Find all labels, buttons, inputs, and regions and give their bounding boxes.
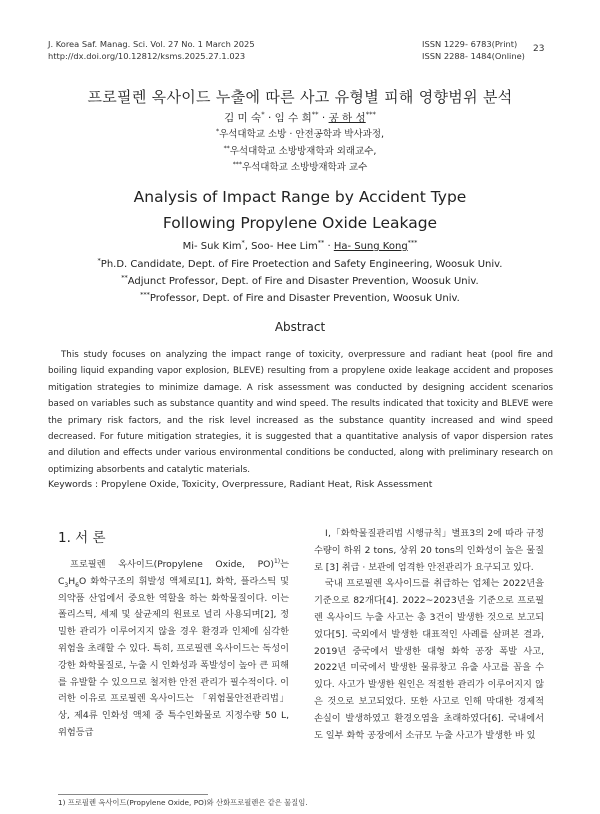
author-1-en: Mi- Suk Kim [182,241,242,252]
body-column-left [58,557,289,742]
korean-affiliation-3 [0,159,600,173]
body-text: H [68,575,76,587]
affiliation-mark: *** [140,290,150,299]
author-3: 공 하 성 [328,112,366,124]
author-sep: · [324,241,334,252]
author-1-mark: * [261,110,265,119]
keywords: Keywords : Propylene Oxide, Toxicity, Overpressure, Radiant Heat, Risk Assessment [48,479,433,490]
korean-affiliation-2 [0,143,600,157]
author-1: 김 미 숙 [224,112,262,124]
affiliation-text: Adjunct Professor, Dept. of Fire and Disaster Prevention, Woosuk Univ. [127,276,479,287]
page-number: 23 [533,44,545,54]
author-3-en-mark: *** [407,238,418,247]
journal-citation: J. Korea Saf. Manag. Sci. Vol. 27 No. 1 March 2025 [48,39,255,49]
paragraph: 국내 프로필렌 옥사이드를 취급하는 업체는 2022년을 기준으로 82개다[4]. 2022~2023년을 기준으로 프로필렌 옥사이드 누출 사고는 총 3건이 발생한 것으로 보고되었다[5]. 국외에서 발생한 대표적인 사례를 살펴본 결과, 2019년 중국에서 발생한 대형 화학 공장 폭발 사고, 2022년 미국에서 발생한 물류창고 유출 사고를 꼽을 수 있다. 사고가 발생한 원인은 적절한 관리가 이루어지지 않은 것으로 보고되었다. 또한 사고로 인해 막대한 경제적 손실이 발생하였고 환경오염을 초래하였다[6]. 국내에서도 일부 화학 공장에서 소규모 누출 사고가 발생한 바 있 [314,578,544,741]
paragraph: Ⅰ,「화학물질관리법 시행규칙」별표3의 2에 따라 규정 수량이 하위 2 tons, 상위 20 tons의 인화성이 높은 물질로 [3] 취급 · 보관에 엄격한 안전관리가 요구되고 있다. [314,528,544,573]
affiliation-mark: ** [223,144,230,152]
author-3-en: Ha- Sung Kong [333,241,408,252]
affiliation-mark: * [215,127,220,135]
korean-title: 프로필렌 옥사이드 누출에 따른 사고 유형별 피해 영향범위 분석 [87,88,513,106]
abstract-body: This study focuses on analyzing the impact range of toxicity, overpressure and radiant heat (pool fire and boiling liquid expanding vapor explosion, BLEVE) resulting from a propylene oxide leakage accident and proposes mitigation strategies to minimize damage. A risk assessment was conducted by designing accident scenarios based on variables such as substance quantity and wind speed. The results indicated that toxicity and BLEVE were the primary risk factors, and the risk level increased as the substance quantity increased and wind speed decreased. For future mitigation strategies, it is suggested that a quantitative analysis of vapor dispersion rates and dilution and effects under various environmental conditions be conducted, along with preliminary research on optimizing absorbents and catalytic materials. [48,350,553,475]
author-3-mark: *** [365,110,376,119]
author-sep: · [267,112,272,124]
body-column-right [314,526,544,744]
english-authors [0,238,600,252]
footnote-ref[interactable]: 1) [273,557,281,565]
affiliation-text: 우석대학교 소방방재학과 교수 [241,162,368,173]
footnote-divider [58,794,208,795]
section-heading: 1. 서 론 [58,530,106,546]
author-sep: · [321,112,326,124]
body-text: 는 C [58,559,289,587]
korean-affiliation-1 [0,126,600,140]
author-2: 임 수 희 [274,112,312,124]
english-title-line-2: Following Propylene Oxide Leakage [162,214,438,232]
author-2-mark: ** [311,110,319,119]
korean-authors [0,110,600,125]
issn-online: ISSN 2288- 1484(Online) [422,50,525,61]
author-1-en-mark: * [241,238,245,247]
body-text: 프로필렌 옥사이드(Propylene Oxide, PO) [70,559,274,570]
english-affiliation-1 [0,256,600,270]
affiliation-text: 우석대학교 소방방재학과 외래교수, [229,146,377,157]
footnote-1: 1) 프로필렌 옥사이드(Propylene Oxide, PO)와 산화프로필렌은 같은 물질임. [58,798,308,807]
english-title-line-1: Analysis of Impact Range by Accident Type [133,188,467,206]
issn-print: ISSN 1229- 6783(Print) [422,39,518,49]
affiliation-text: Ph.D. Candidate, Dept. of Fire Proetection and Safety Engineering, Woosuk Univ. [100,259,503,270]
issn-block [422,39,525,62]
abstract-heading: Abstract [274,320,326,334]
subscript: 6 [75,581,79,589]
english-affiliation-2 [0,273,600,287]
affiliation-text: 우석대학교 소방 · 안전공학과 박사과정, [219,129,385,140]
affiliation-mark: ** [121,273,128,282]
affiliation-text: Professor, Dept. of Fire and Disaster Prevention, Woosuk Univ. [149,293,460,304]
body-text: O 화학구조의 휘발성 액체로[1], 화학, 플라스틱 및 의약품 산업에서 중요한 역할을 하는 화학물질이다. 이는 폴리스틱, 세제 및 살균제의 원료로 널리 사용되며[2], 정밀한 관리가 이루어지지 않을 경우 환경과 인체에 심각한 위험을 초래할 수 있다. 특히, 프로필렌 옥사이드는 독성이 강한 화학물질로, 누출 시 인화성과 폭발성이 높아 큰 피해를 유발할 수 있으므로 철저한 안전 관리가 필수적이다. 이러한 이유로 프로필렌 옥사이드는 「위험물안전관리법」상, 제4류 인화성 액체 중 특수인화물로 지정수량 50 L, 위험등급 [58,575,289,738]
footnotes [58,798,553,809]
doi-link[interactable]: http://dx.doi.org/10.12812/ksms.2025.27.1.023 [48,50,246,61]
affiliation-mark: *** [232,160,242,168]
affiliation-mark: * [97,256,101,265]
journal-header [48,39,255,62]
author-2-en-mark: ** [317,238,325,247]
author-2-en: Soo- Hee Lim [251,241,318,252]
english-affiliation-3 [0,290,600,304]
author-sep: , [244,241,252,252]
subscript: 3 [64,581,69,589]
